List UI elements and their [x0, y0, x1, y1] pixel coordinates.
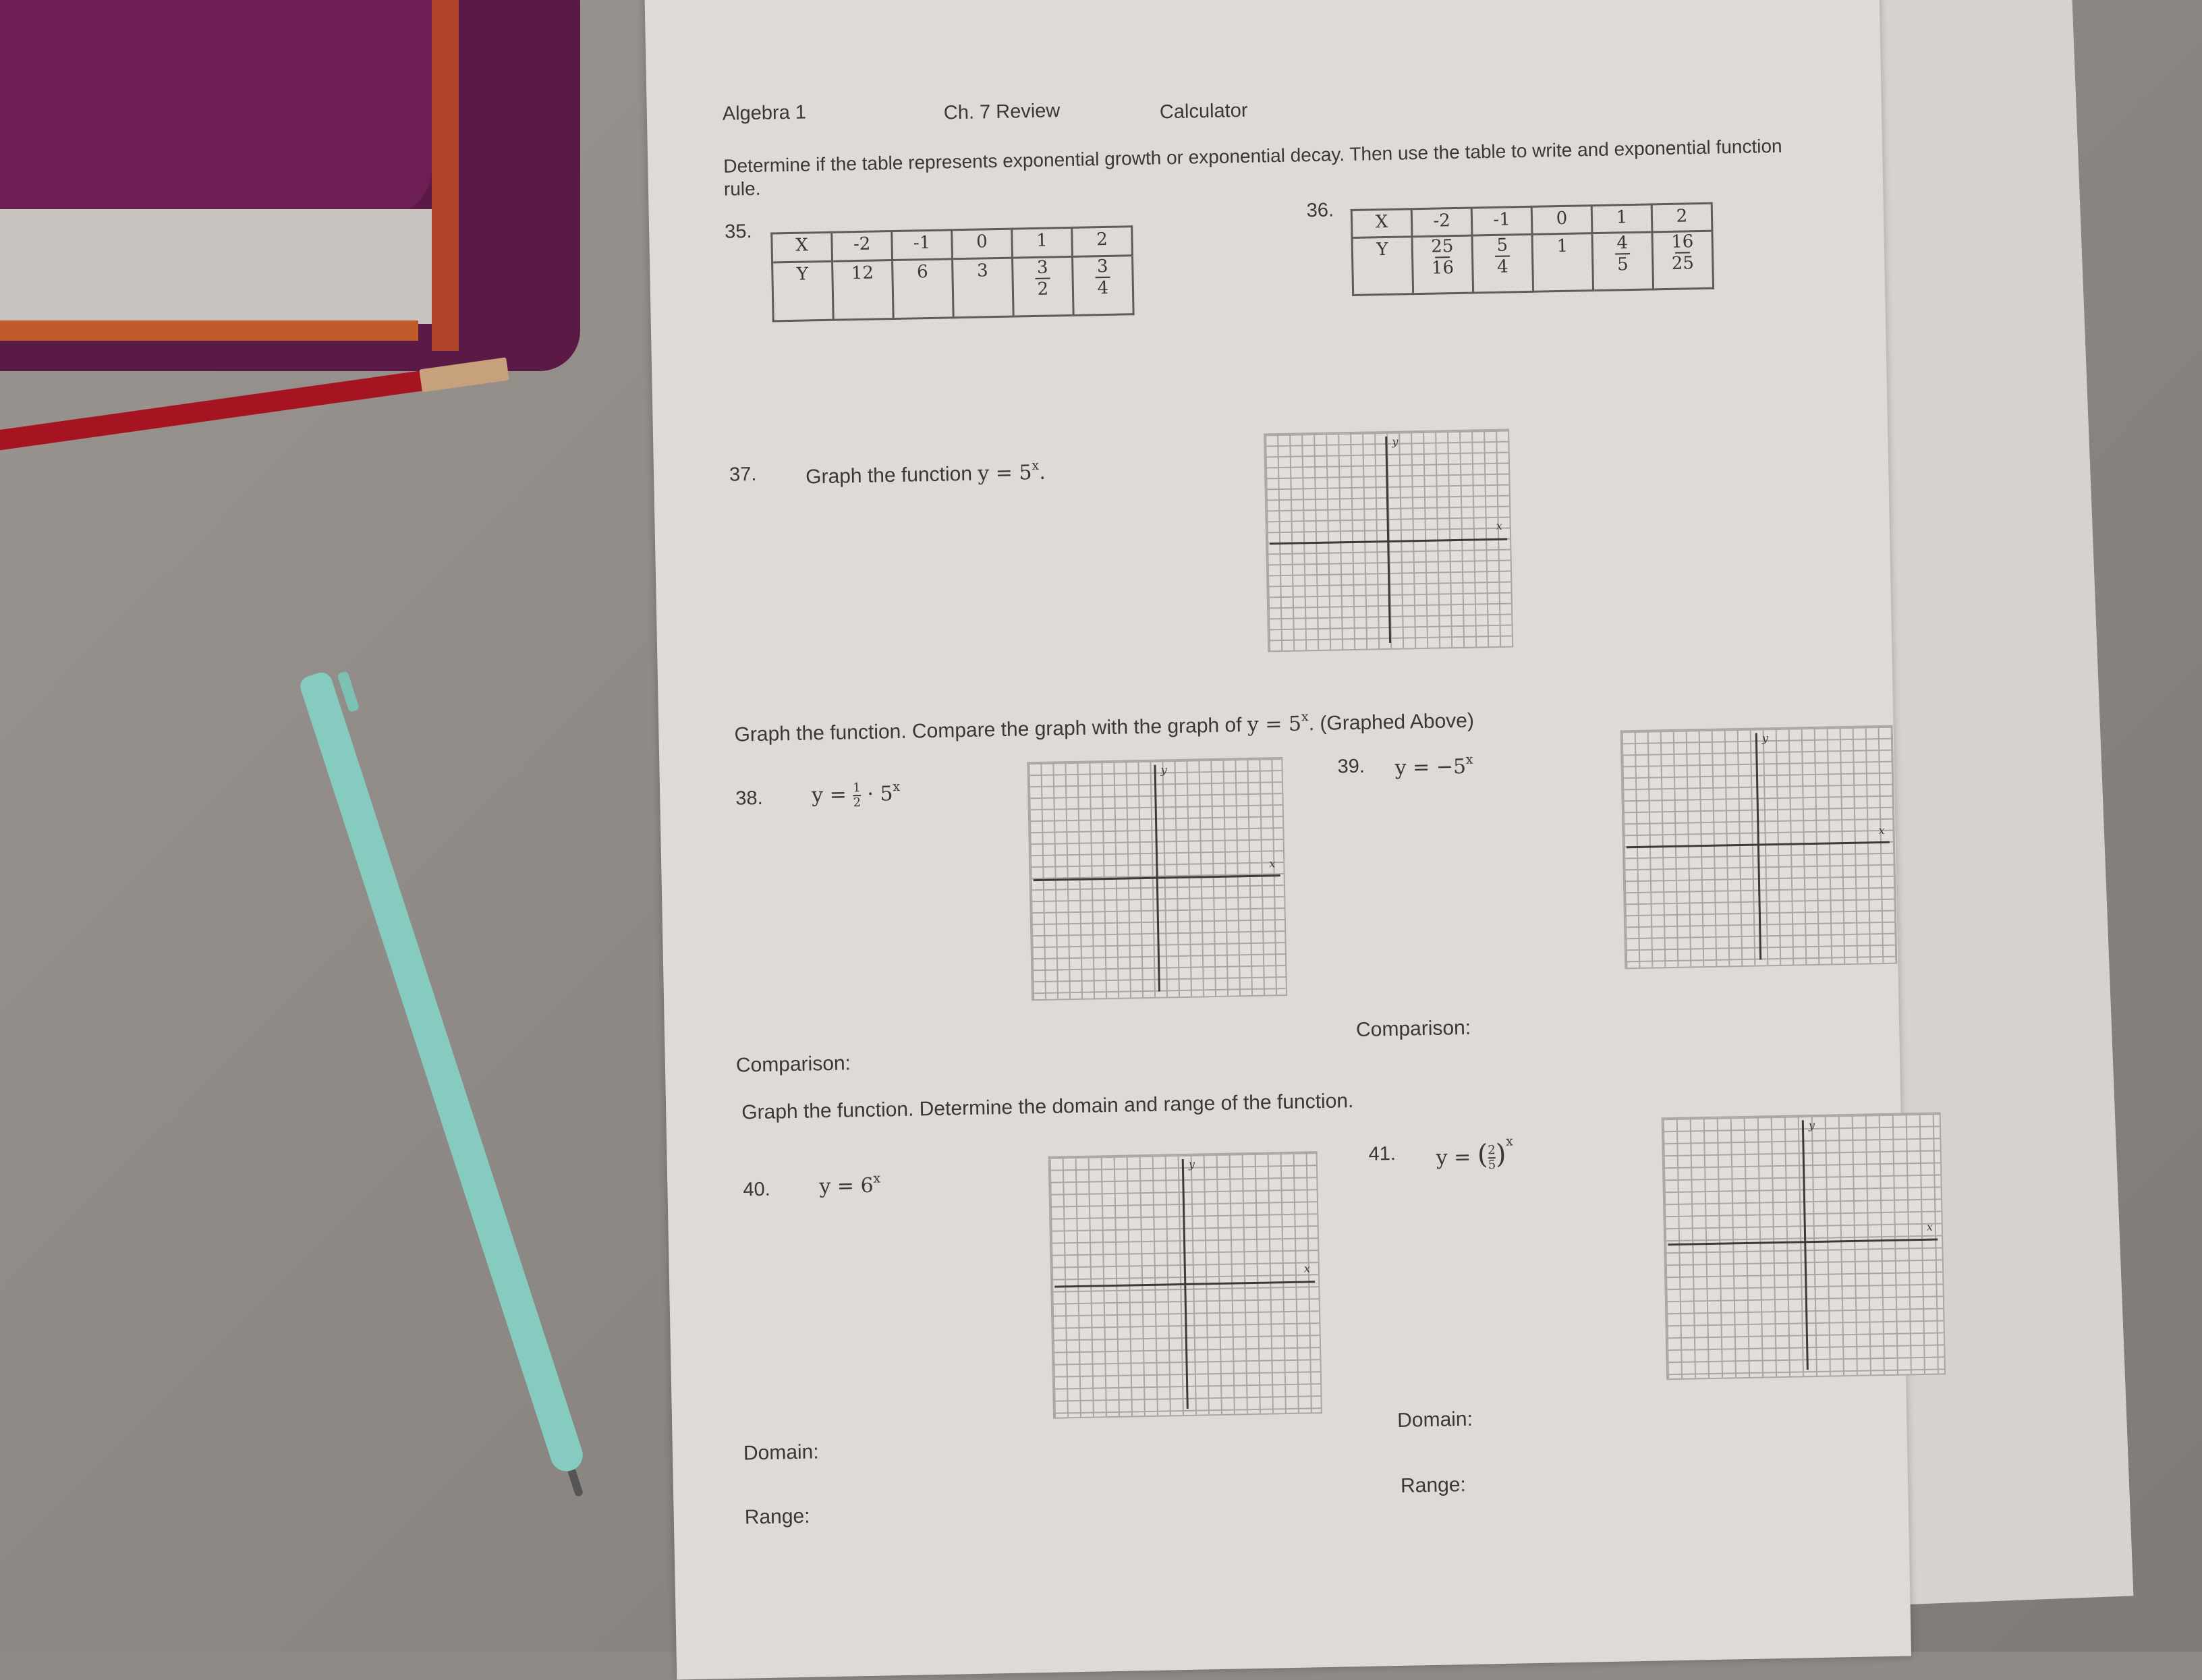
y-cell: [953, 258, 1014, 318]
course-title: Algebra 1: [722, 101, 807, 125]
chapter-title: Ch. 7 Review: [943, 100, 1061, 124]
denominator: 5: [1488, 1158, 1496, 1173]
coefficient-fraction: [853, 782, 861, 809]
y-axis: [1802, 1120, 1809, 1370]
x-header: X: [772, 232, 832, 262]
equation-exponent: x: [1505, 1133, 1514, 1149]
problem-35-number: 35.: [724, 221, 752, 243]
denominator: 5: [1616, 254, 1629, 275]
equation-base: y = 5: [1247, 712, 1302, 737]
x-axis-label: x: [1269, 857, 1276, 870]
y-axis: [1755, 733, 1761, 960]
numerator: 25: [1430, 236, 1454, 257]
y-axis-label: y: [1160, 763, 1167, 777]
problem-38-number: 38.: [735, 787, 763, 810]
denominator: 4: [1496, 256, 1508, 277]
section-title: Calculator: [1159, 99, 1248, 123]
x-header: X: [1351, 209, 1412, 238]
x-cell: -2: [1411, 208, 1472, 237]
x-cell: -2: [832, 231, 893, 262]
denominator: 2: [1037, 279, 1049, 300]
binder-tabs: [432, 0, 459, 351]
problem-40-range-label: Range:: [744, 1505, 810, 1529]
y-cell: [1532, 233, 1593, 292]
equation-lhs: y =: [811, 783, 847, 808]
problem-38-comparison-label: Comparison:: [735, 1052, 851, 1077]
problem-37-graph[interactable]: [1264, 429, 1513, 652]
domain-range-instructions: Graph the function. Determine the domain and range of the function.: [741, 1090, 1354, 1124]
y-axis-label: y: [1761, 731, 1769, 745]
equation-exponent: x: [893, 779, 901, 795]
numerator: 3: [1036, 257, 1048, 278]
problem-39-number: 39.: [1337, 755, 1365, 778]
problem-36-number: 36.: [1306, 199, 1334, 222]
x-axis: [1668, 1239, 1938, 1246]
y-axis-label: y: [1808, 1119, 1815, 1132]
denominator: 4: [1097, 277, 1109, 299]
problem-39-comparison-label: Comparison:: [1355, 1016, 1471, 1042]
x-axis-label: x: [1926, 1220, 1933, 1233]
y-header: Y: [772, 261, 834, 321]
problem-39-equation: [1394, 752, 1473, 780]
equation-base: · 5: [867, 782, 893, 806]
period: .: [1038, 460, 1046, 484]
problem-41-number: 41.: [1368, 1142, 1396, 1165]
x-cell: 1: [1012, 227, 1073, 258]
problem-41-domain-label: Domain:: [1396, 1407, 1473, 1432]
x-cell: 0: [1531, 206, 1592, 235]
x-cell: -1: [892, 230, 953, 260]
table-row-y: [1352, 231, 1714, 295]
prompt-text: Graph the function: [805, 462, 973, 488]
y-fraction: [1671, 233, 1694, 272]
y-fraction: [1431, 238, 1454, 277]
denominator: 25: [1671, 253, 1695, 274]
paper-stack: [0, 209, 432, 324]
problem-41-equation: [1436, 1134, 1514, 1173]
y-cell: [893, 259, 954, 319]
problem-40-number: 40.: [743, 1178, 771, 1201]
problem-41-range-label: Range:: [1400, 1474, 1467, 1497]
reference-equation: [1247, 709, 1309, 737]
denominator: 2: [853, 795, 862, 810]
equation-base: y = 5: [977, 461, 1032, 486]
problem-39-graph[interactable]: [1620, 725, 1898, 970]
y-fraction: [1095, 256, 1110, 299]
numerator: 4: [1616, 233, 1629, 254]
problem-37-prompt: [806, 458, 1046, 489]
y-cell: [1472, 234, 1533, 293]
equation-base: y = 6: [819, 1173, 874, 1199]
y-fraction: [1035, 257, 1050, 300]
numerator: 5: [1496, 235, 1508, 256]
y-axis-label: y: [1188, 1157, 1195, 1171]
y-cell: [1412, 235, 1473, 294]
y-cell: [1592, 232, 1654, 291]
compare-text: Graph the function. Compare the graph with the graph of: [734, 714, 1242, 746]
x-axis-label: x: [1878, 823, 1885, 837]
table-row-y: [772, 256, 1134, 321]
numerator: 1: [853, 781, 861, 795]
equation-exponent: x: [1301, 709, 1309, 725]
y-header: Y: [1352, 237, 1413, 296]
problem-38-equation: [812, 779, 901, 810]
y-value: 3: [976, 260, 988, 281]
problem-40-graph[interactable]: [1048, 1151, 1322, 1419]
y-value: 6: [916, 262, 928, 283]
y-value: 12: [851, 262, 874, 284]
compare-suffix: . (Graphed Above): [1308, 709, 1475, 735]
equation: [977, 457, 1046, 486]
x-cell: 2: [1652, 203, 1712, 232]
y-cell: [1652, 231, 1714, 289]
y-cell: [832, 260, 894, 320]
numerator: 2: [1488, 1143, 1496, 1158]
equation-base: y = −5: [1394, 754, 1467, 780]
y-axis-label: y: [1392, 435, 1399, 448]
equation-exponent: x: [1465, 752, 1473, 767]
y-cell: [1072, 256, 1133, 316]
compare-instructions: [734, 706, 1474, 747]
y-fraction: [1615, 235, 1631, 273]
orange-divider: [0, 320, 418, 341]
worksheet: [644, 0, 1933, 1680]
problem-38-graph[interactable]: [1027, 757, 1287, 1001]
problem-37-number: 37.: [729, 463, 757, 486]
x-cell: 2: [1072, 227, 1133, 257]
x-axis-label: x: [1496, 519, 1502, 532]
x-axis-label: x: [1303, 1262, 1311, 1275]
problem-36-table: [1351, 202, 1714, 296]
x-cell: 1: [1591, 204, 1652, 233]
y-fraction: [1495, 237, 1511, 275]
x-cell: 0: [952, 229, 1013, 259]
y-value: 1: [1556, 235, 1569, 257]
numerator: 3: [1096, 256, 1108, 277]
equation-lhs: y =: [1436, 1145, 1471, 1170]
purple-folder: [0, 0, 432, 216]
problem-35-table: [770, 225, 1134, 322]
denominator: 16: [1431, 258, 1455, 279]
problem-41-graph[interactable]: [1662, 1112, 1946, 1380]
problem-40-domain-label: Domain:: [743, 1440, 819, 1465]
problem-40-equation: [819, 1171, 881, 1199]
equation-exponent: x: [1032, 457, 1040, 474]
x-cell: -1: [1471, 206, 1532, 235]
left-paren: (: [1477, 1139, 1488, 1171]
equation-exponent: x: [873, 1171, 881, 1186]
numerator: 16: [1670, 231, 1694, 252]
right-paren: ): [1495, 1138, 1506, 1171]
table-instructions: Determine if the table represents exponential growth or exponential decay. Then use the table to write and exponential function rule.: [723, 135, 1782, 200]
y-cell: [1013, 256, 1074, 316]
